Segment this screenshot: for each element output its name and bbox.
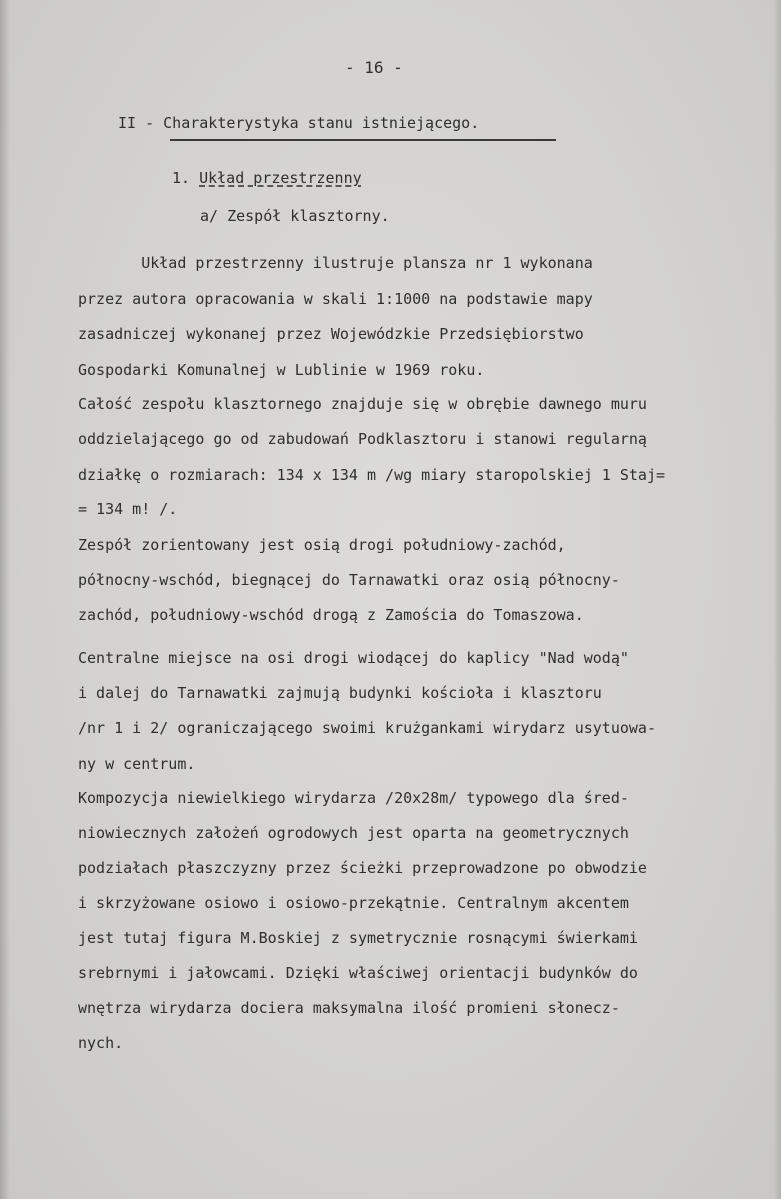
subsection-number: 1. (172, 169, 191, 187)
paragraph-line: wnętrza wirydarza dociera maksymalna ilość promieni słonecz- (78, 999, 620, 1017)
page-number: - 16 - (345, 58, 403, 77)
paragraph-line: Gospodarki Komunalnej w Lublinie w 1969 roku. (78, 361, 485, 379)
section-title: II - Charakterystyka stanu istniejącego. (118, 114, 480, 132)
item-a-heading: a/ Zespół klasztorny. (200, 207, 390, 225)
paragraph-line: srebrnymi i jałowcami. Dzięki właściwej orientacji budynków do (78, 964, 638, 982)
paragraph-line: północny-wschód, biegnącej do Tarnawatki oraz osią północny- (78, 571, 620, 589)
page-left-edge-shadow (0, 0, 10, 1199)
paragraph-line: ny w centrum. (78, 755, 196, 773)
section-title-underline (170, 139, 556, 141)
paragraph-line: działkę o rozmiarach: 134 x 134 m /wg miary staropolskiej 1 Staj= (78, 466, 665, 484)
paragraph-line: Zespół zorientowany jest osią drogi południowy-zachód, (78, 536, 566, 554)
page-right-edge-shadow (773, 0, 781, 1199)
paragraph-line: niowiecznych założeń ogrodowych jest oparta na geometrycznych (78, 824, 629, 842)
paragraph-line: podziałach płaszczyzny przez ścieżki przeprowadzone po obwodzie (78, 859, 647, 877)
paragraph-line: /nr 1 i 2/ ograniczającego swoimi krużgankami wirydarz usytuowa- (78, 719, 656, 737)
paragraph-line: Całość zespołu klasztornego znajduje się w obrębie dawnego muru (78, 395, 647, 413)
paragraph-line: = 134 m! /. (78, 500, 178, 518)
paragraph-line: zachód, południowy-wschód drogą z Zamościa do Tomaszowa. (78, 606, 584, 624)
paragraph-line: zasadniczej wykonanej przez Wojewódzkie Przedsiębiorstwo (78, 325, 584, 343)
paragraph-line: Centralne miejsce na osi drogi wiodącej do kaplicy "Nad wodą" (78, 649, 629, 667)
paragraph-line: Kompozycja niewielkiego wirydarza /20x28m/ typowego dla śred- (78, 789, 629, 807)
paragraph-line: przez autora opracowania w skali 1:1000 na podstawie mapy (78, 290, 593, 308)
subsection-title: Układ przestrzenny (199, 169, 362, 187)
paragraph-line: oddzielającego go od zabudowań Podklasztoru i stanowi regularną (78, 430, 647, 448)
paragraph-line: i skrzyżowane osiowo i osiowo-przekątnie. Centralnym akcentem (78, 894, 629, 912)
paragraph-line: i dalej do Tarnawatki zajmują budynki kościoła i klasztoru (78, 684, 602, 702)
subsection-heading (172, 169, 362, 187)
paragraph-line: Układ przestrzenny ilustruje plansza nr 1 wykonana (78, 254, 593, 272)
paragraph-line: nych. (78, 1034, 124, 1052)
paragraph-line: jest tutaj figura M.Boskiej z symetrycznie rosnącymi świerkami (78, 929, 638, 947)
